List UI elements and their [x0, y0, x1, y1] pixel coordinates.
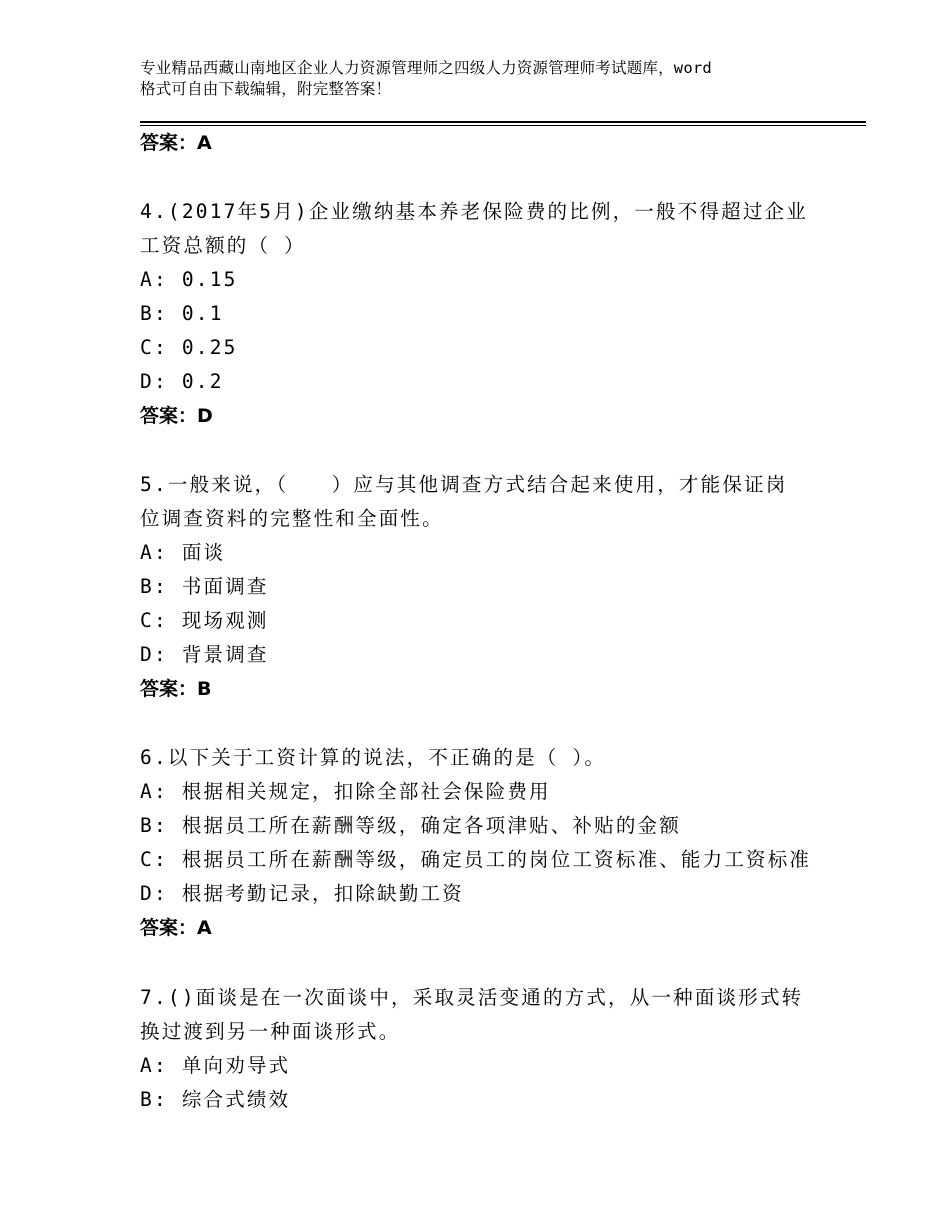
question-6-option-d: D: 根据考勤记录，扣除缺勤工资 — [140, 882, 464, 905]
question-6-answer: 答案：A — [140, 917, 212, 939]
question-7-line-2: 换过渡到另一种面谈形式。 — [140, 1020, 401, 1043]
question-7-option-a: A: 单向劝导式 — [140, 1054, 291, 1077]
question-4-line-2: 工资总额的（ ） — [140, 234, 306, 257]
question-4-option-b: B: 0.1 — [140, 302, 224, 325]
question-4-option-c: C: 0.25 — [140, 336, 238, 359]
question-7-option-b: B: 综合式绩效 — [140, 1088, 291, 1111]
question-5-option-a: A: 面谈 — [140, 541, 226, 564]
question-4-line-1: 4.(2017年5月)企业缴纳基本养老保险费的比例，一般不得超过企业 — [140, 200, 808, 223]
question-5-answer: 答案：B — [140, 678, 212, 700]
question-4-answer: 答案：D — [140, 405, 213, 427]
header-rule-thin — [140, 125, 866, 126]
question-5-line-1: 5.一般来说，（ ）应与其他调查方式结合起来使用，才能保证岗 — [140, 473, 788, 496]
question-4-option-a: A: 0.15 — [140, 268, 238, 291]
question-5-option-d: D: 背景调查 — [140, 643, 269, 666]
page-header — [140, 58, 830, 100]
header-line-1: 专业精品西藏山南地区企业人力资源管理师之四级人力资源管理师考试题库，word — [140, 59, 712, 77]
question-6-option-a: A: 根据相关规定，扣除全部社会保险费用 — [140, 780, 551, 803]
question-6-option-b: B: 根据员工所在薪酬等级，确定各项津贴、补贴的金额 — [140, 814, 681, 837]
question-7-line-1: 7.()面谈是在一次面谈中，采取灵活变通的方式，从一种面谈形式转 — [140, 986, 804, 1009]
header-rule-thick — [140, 121, 866, 123]
header-line-2: 格式可自由下载编辑，附完整答案！ — [140, 80, 392, 98]
answer-previous: 答案：A — [140, 132, 212, 154]
question-4-option-d: D: 0.2 — [140, 370, 224, 393]
question-5-line-2: 位调查资料的完整性和全面性。 — [140, 507, 444, 530]
question-5-option-b: B: 书面调查 — [140, 575, 269, 598]
question-6-line-1: 6.以下关于工资计算的说法，不正确的是（ ）。 — [140, 746, 607, 769]
question-6-option-c: C: 根据员工所在薪酬等级，确定员工的岗位工资标准、能力工资标准 — [140, 848, 812, 871]
question-5-option-c: C: 现场观测 — [140, 609, 269, 632]
